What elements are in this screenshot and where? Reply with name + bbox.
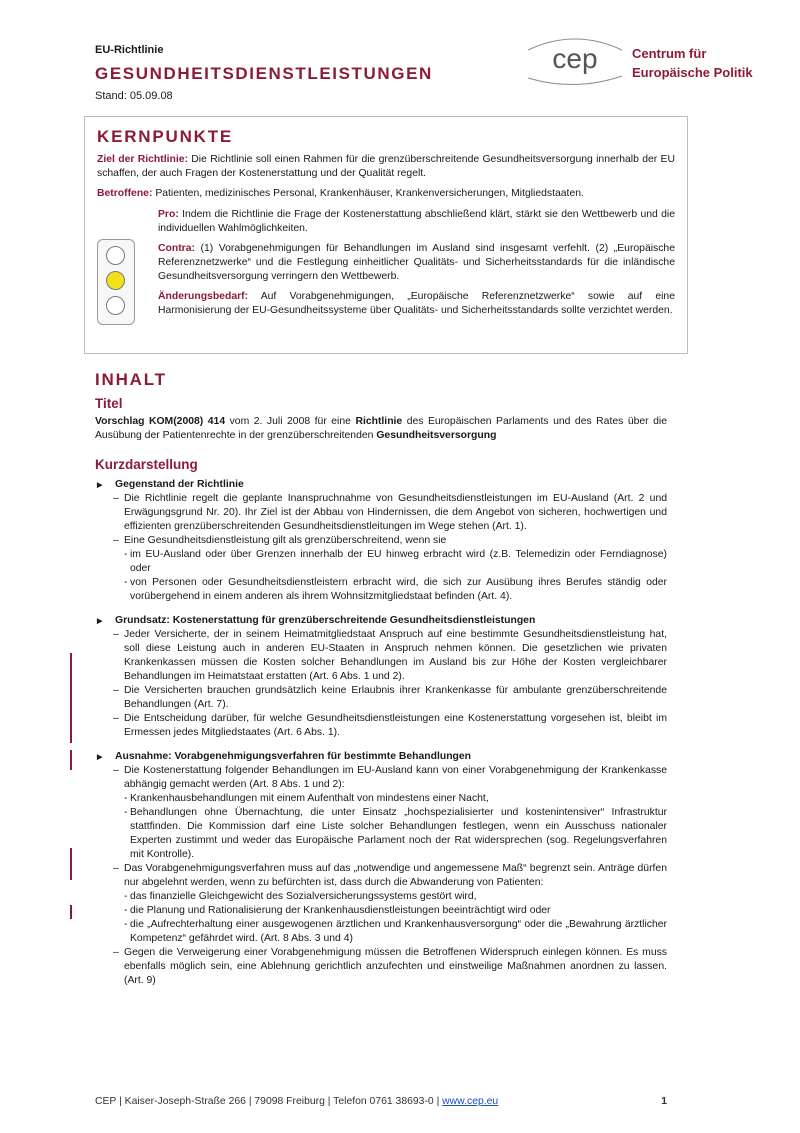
traffic-light-yellow-lamp [106,271,125,290]
cep-logo-name [632,44,753,82]
list-subitem: - das finanzielle Gleichgewicht des Sozialversicherungssystems gestört wird, [95,890,667,904]
inhalt-section [95,370,667,988]
change-bar [70,848,72,880]
page-footer [95,1096,667,1107]
titel-richtlinie: Richtlinie [355,416,403,427]
pro-label: Pro: [158,209,179,220]
list-item: – Jeder Versicherte, der in seinem Heimatmitgliedstaat Anspruch auf eine bestimmte Gesundheitsdienstleistung hat, soll diese Leistung auch in anderen EU-Staaten in Anspruch nehmen können. Die gesetzlichen wie privaten Krankenkassen müssen die Kosten solcher Behandlungen im Ausland bis zur Höhe der Kosten vergleichbarer Behandlungen im Heimatstaat erstatten (Art. 6 Abs. 1 und 2). [95,628,667,684]
betroffene-paragraph [97,187,675,201]
list-item: – Das Vorabgenehmigungsverfahren muss auf das „notwendige und angemessene Maß“ begrenzt sein. Anträge dürfen nur abgelehnt werden, wenn zu befürchten ist, dass durch die Abwanderung von Patienten: [95,862,667,890]
ziel-text: Die Richtlinie soll einen Rahmen für die grenzüberschreitende Gesundheitsversorgung innerhalb der EU schaffen, der auch Fragen der Kostenerstattung und der Qualität regelt. [97,154,675,179]
titel-paragraph [95,415,667,443]
list-item: – Die Versicherten brauchen grundsätzlich keine Erlaubnis ihrer Krankenkasse für ambulante grenzüberschreitende Behandlungen (Art. 7). [95,684,667,712]
titel-heading: Titel [95,396,123,411]
change-bar [70,750,72,770]
footer-website-link[interactable]: www.cep.eu [442,1096,499,1107]
cep-logo-icon [520,28,630,88]
page-number: 1 [661,1096,667,1107]
titel-proposal: Vorschlag KOM(2008) 414 [95,416,226,427]
list-subitem: - Krankenhausbehandlungen mit einem Aufenthalt von mindestens einer Nacht, [95,792,667,806]
section-grundsatz-title: ▶ Grundsatz: Kostenerstattung für grenzüberschreitende Gesundheitsdienstleistungen [95,614,667,628]
list-subitem: - im EU-Ausland oder über Grenzen innerhalb der EU hinweg erbracht wird (z.B. Telemedizin oder Ferndiagnose) oder [95,548,667,576]
footer-address: CEP | Kaiser-Joseph-Straße 266 | 79098 Freiburg | Telefon 0761 38693-0 | [95,1096,443,1107]
list-item: – Die Richtlinie regelt die geplante Inanspruchnahme von Gesundheitsdienstleistungen im EU-Ausland (Art. 2 und Erwägungsgrund Nr. 20). Ihr Ziel ist der Abbau von Hindernissen, die dem Angebot von sicheren, hochwertigen und effizienten grenzüberschreitenden Gesundheitsdienstleitungen im Wege stehen (Art. 1). [95,492,667,534]
aenderung-text: Auf Vorabgenehmigungen, „Europäische Referenznetzwerke“ sowie auf eine Harmonisierung der EU-Gesundheitssysteme über Qualitäts- und Sicherheitsstandards sollte verzichtet werden. [158,291,675,316]
contra-text: (1) Vorabgenehmigungen für Behandlungen im Ausland sind insgesamt verfehlt. (2) „Europäische Referenznetzwerke“ und die Festlegung einheitlicher Qualitäts- und Sicherheitsstandards für die inländische Gesundheitsversorgung verringern den Wettbewerb. [158,243,675,282]
aenderung-paragraph [158,290,675,318]
list-subitem: - Behandlungen ohne Übernachtung, die unter Einsatz „hochspezialisierter und kostenintensiver“ Infrastruktur stattfinden. Die Kommission darf eine Liste solcher Behandlungen festlegen, wenn ein Ausschuss nationaler Experten zustimmt und weder das Europäische Parlament noch der Rat widersprechen (sog. Regelungsverfahren mit Kontrolle). [95,806,667,862]
contra-label: Contra: [158,243,195,254]
traffic-light-icon [97,239,135,325]
list-item: – Gegen die Verweigerung einer Vorabgenehmigung müssen die Betroffenen Widerspruch einlegen können. Es muss ebenfalls möglich sein, eine Ablehnung gerichtlich anzufechten und einstweilige Maßnahmen anordnen zu lassen. (Art. 9) [95,946,667,988]
list-item: – Eine Gesundheitsdienstleistung gilt als grenzüberschreitend, wenn sie [95,534,667,548]
logo-line-2: Europäische Politik [632,65,753,80]
list-item: – Die Kostenerstattung folgender Behandlungen im EU-Ausland kann von einer Vorabgenehmigung der Krankenkasse abhängig gemacht werden (Art. 8 Abs. 1 und 2): [95,764,667,792]
list-subitem: - die „Aufrechterhaltung einer ausgewogenen ärztlichen und Krankenhausversorgung“ oder die „Bewahrung ärztlicher Kompetenz“ gefährdet wird. (Art. 8 Abs. 3 und 4) [95,918,667,946]
logo-line-1: Centrum für [632,46,707,61]
kernpunkte-box [84,116,688,354]
inhalt-heading: INHALT [95,370,167,389]
document-title: GESUNDHEITSDIENSTLEISTUNGEN [95,64,433,83]
document-date: Stand: 05.09.08 [95,90,173,102]
section-gegenstand-title: ▶ Gegenstand der Richtlinie [95,478,667,492]
list-item: – Die Entscheidung darüber, für welche Gesundheitsdienstleistungen eine Kostenerstattung vorgesehen ist, bleibt im Ermessen jedes Mitgliedstaates (Art. 6 Abs. 1). [95,712,667,740]
titel-text-1: vom 2. Juli 2008 für eine [225,416,356,427]
traffic-light-top-lamp [106,246,125,265]
pro-paragraph [158,208,675,236]
change-bar [70,653,72,743]
pro-text: Indem die Richtlinie die Frage der Kostenerstattung abschließend klärt, stärkt sie den Wettbewerb und die individuellen Wahlmöglichkeiten. [158,209,675,234]
kernpunkte-heading: KERNPUNKTE [97,127,234,146]
section-ausnahme-title: ▶ Ausnahme: Vorabgenehmigungsverfahren für bestimmte Behandlungen [95,750,667,764]
change-bar [70,905,72,919]
list-subitem: - die Planung und Rationalisierung der Krankenhausdienstleistungen beeinträchtigt wird oder [95,904,667,918]
cep-logo [520,28,780,88]
document-type: EU-Richtlinie [95,44,164,56]
aenderung-label: Änderungsbedarf: [158,291,249,302]
titel-text-2: des Europäischen Parlaments und des Rates über die Ausübung der Patientenrechte in der grenzüberschreitenden [95,416,668,441]
ziel-paragraph [97,153,675,181]
betroffene-text: Patienten, medizinisches Personal, Krankenhäuser, Krankenversicherungen, Mitgliedstaaten. [155,188,584,199]
kurzdarstellung-heading: Kurzdarstellung [95,457,198,472]
ziel-label: Ziel der Richtlinie: [97,154,188,165]
betroffene-label: Betroffene: [97,188,153,199]
list-subitem: - von Personen oder Gesundheitsdienstleistern erbracht wird, die sich zur Ausübung ihres Berufes ständig oder vorübergehend in einem anderen als ihrem Wohnsitzmitgliedstaat befinden (Art. 4). [95,576,667,604]
traffic-light-bottom-lamp [106,296,125,315]
cep-logo-abbr: cep [552,43,598,74]
contra-paragraph [158,242,675,284]
titel-gesundheitsversorgung: Gesundheitsversorgung [376,430,497,441]
